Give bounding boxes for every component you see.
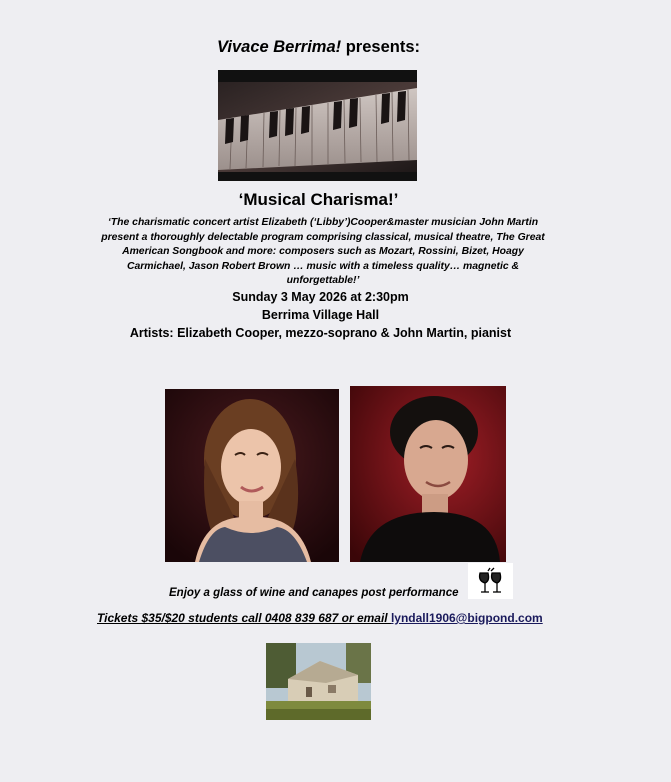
presents-heading xyxy=(0,38,637,57)
tickets-info xyxy=(97,611,543,625)
village-hall-photo xyxy=(266,643,371,720)
wine-note: Enjoy a glass of wine and canapes post performance xyxy=(169,587,459,599)
presenter-name: Vivace Berrima! xyxy=(217,38,342,56)
presents-word: presents: xyxy=(341,38,420,56)
event-date: Sunday 3 May 2026 at 2:30pm xyxy=(232,290,409,304)
event-venue: Berrima Village Hall xyxy=(261,308,380,322)
piano-keys-image xyxy=(218,70,417,181)
tickets-text: Tickets $35/$20 students call 0408 839 687 or email xyxy=(97,611,391,625)
email-link[interactable]: lyndall1906@bigpond.com xyxy=(390,611,543,625)
event-artists: Artists: Elizabeth Cooper, mezzo-soprano & John Martin, pianist xyxy=(129,326,512,340)
event-description: ‘The charismatic concert artist Elizabeth (‘Libby’)Cooper&master musician John Martin present a thoroughly delectable program comprising classical, musical theatre, The Great American Songbook and more: composers such as Mozart, Rossini, Bizet, Hoagy Carmichael, Jason Robert Brown … music with a timeless quality… magnetic & unforgettable!’ xyxy=(101,217,545,287)
john-martin-photo xyxy=(350,386,506,562)
elizabeth-cooper-photo xyxy=(165,389,339,562)
event-title: ‘Musical Charisma!’ xyxy=(238,190,399,209)
wine-glasses-icon xyxy=(468,563,513,599)
